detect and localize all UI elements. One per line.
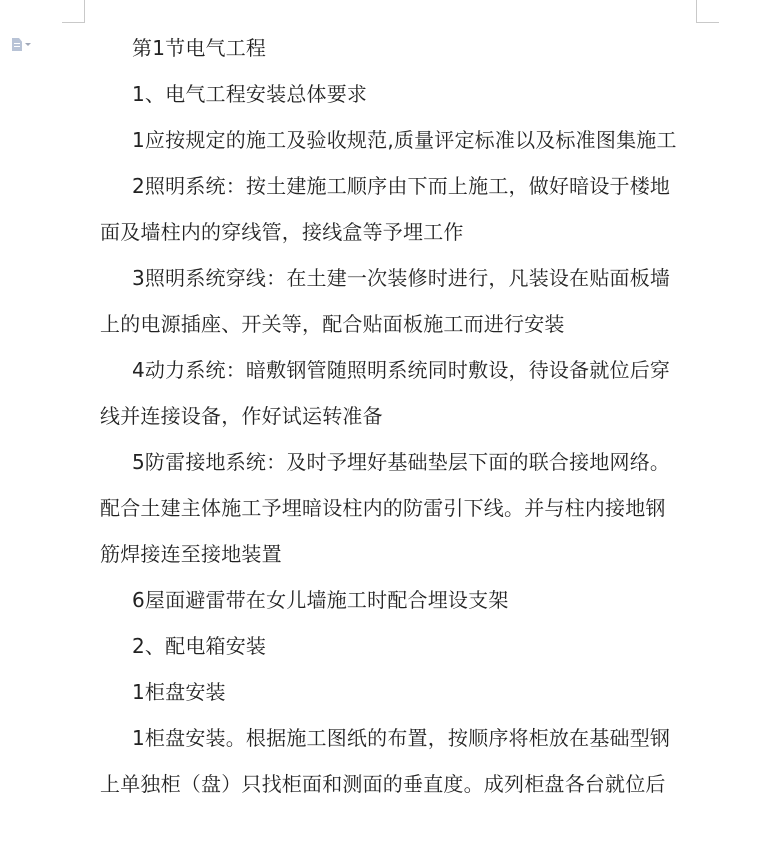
paragraph-item-2: 2照明系统：按土建施工顺序由下而上施工，做好暗设于楼地面及墙柱内的穿线管，接线盒等予埋工作 bbox=[100, 174, 671, 244]
paragraph-body: 1柜盘安装。根据施工图纸的布置，按顺序将柜放在基础型钢上单独柜（盘）只找柜面和测面的垂直度。成列柜盘各台就位后 bbox=[100, 726, 671, 796]
page-margin-corner-top-right bbox=[696, 0, 719, 23]
paragraph-heading-1: 1、电气工程安装总体要求 bbox=[132, 82, 368, 106]
paragraph-subheading: 1柜盘安装 bbox=[132, 680, 226, 704]
paragraph-item-3: 3照明系统穿线：在土建一次装修时进行，凡装设在贴面板墙上的电源插座、开关等，配合贴面板施工而进行安装 bbox=[100, 266, 671, 336]
document-icon bbox=[12, 38, 22, 51]
paragraph-section-title: 第1节电气工程 bbox=[132, 36, 267, 60]
paragraph-item-1: 1应按规定的施工及验收规范,质量评定标准以及标准图集施工 bbox=[132, 128, 677, 152]
paragraph-item-6: 6屋面避雷带在女儿墙施工时配合埋设支架 bbox=[132, 588, 509, 612]
paragraph-item-4: 4动力系统：暗敷钢管随照明系统同时敷设，待设备就位后穿线并连接设备，作好试运转准备 bbox=[100, 358, 671, 428]
paragraph-item-5: 5防雷接地系统：及时予埋好基础垫层下面的联合接地网络。配合土建主体施工予埋暗设柱内的防雷引下线。并与柱内接地钢筋焊接连至接地装置 bbox=[100, 450, 671, 566]
caret-down-icon bbox=[25, 43, 31, 46]
paragraph-menu-button[interactable] bbox=[12, 38, 31, 51]
page-margin-corner-top-left bbox=[62, 0, 85, 23]
document-body[interactable] bbox=[100, 25, 680, 807]
paragraph-heading-2: 2、配电箱安装 bbox=[132, 634, 267, 658]
